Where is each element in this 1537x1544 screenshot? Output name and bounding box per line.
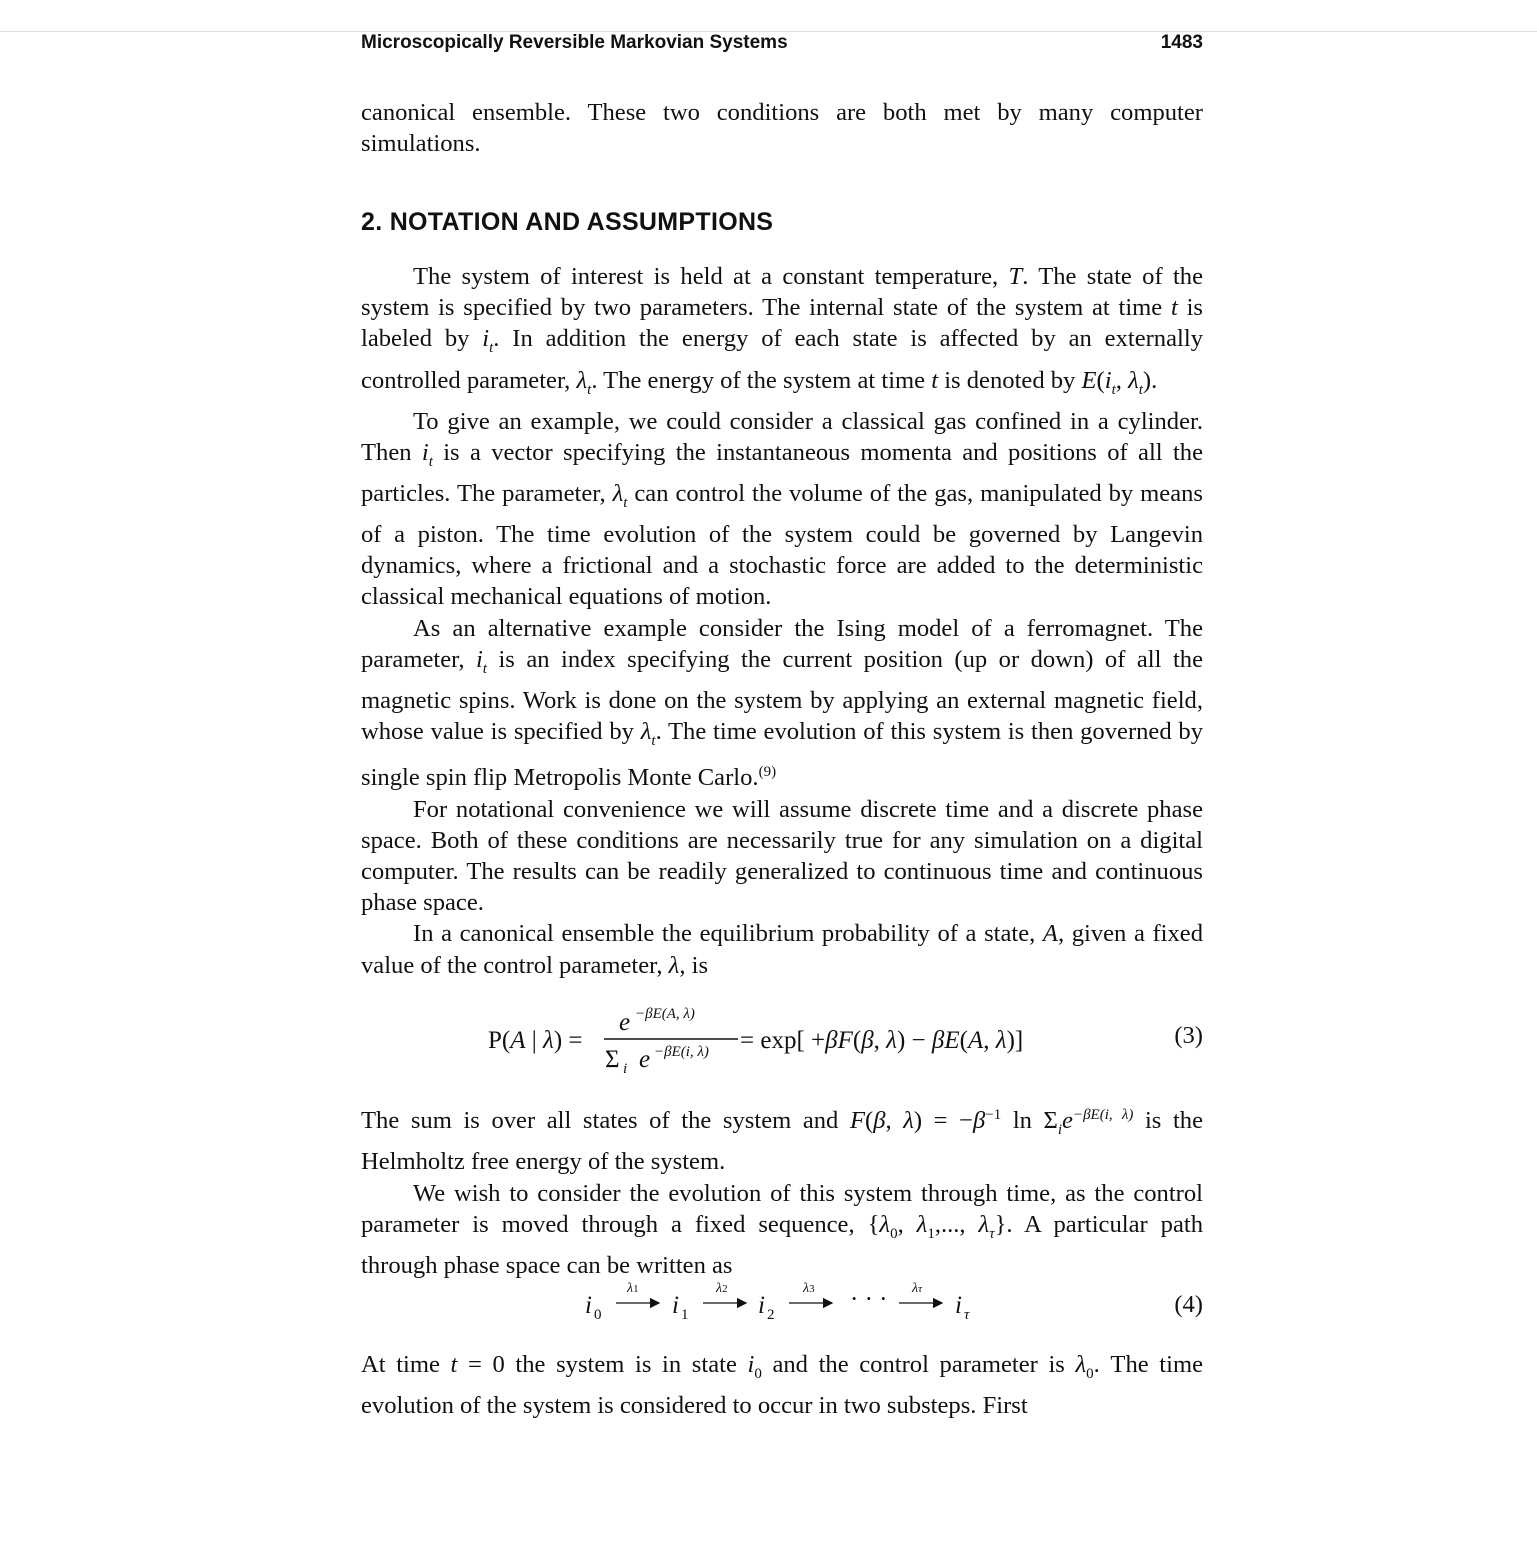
section-body-3: [361, 1349, 1203, 1421]
section-body-1: [361, 261, 1203, 981]
equation-4-number: (4): [1174, 1291, 1203, 1318]
svg-text:λ3: λ3: [803, 1281, 815, 1296]
svg-text:P(A | λ) =: P(A | λ) =: [488, 1027, 583, 1054]
paragraph-1: The system of interest is held at a constant temperature, T. The state of the system is specified by two parameters. The internal state of the system at time t is labeled by $i_t$. In addition the energy of each state is affected by an externally controlled parameter, $\lambda_t$. The energy of the system at time t is denoted by $E(i_t$, $\lambda_t$).: [361, 263, 1203, 398]
svg-text:i: i: [623, 1061, 628, 1077]
section-body-2: [361, 1100, 1203, 1281]
svg-text:i: i: [585, 1292, 592, 1319]
svg-text:e: e: [619, 1009, 631, 1036]
equation-3: [361, 1000, 1203, 1080]
paragraph-3: As an alternative example consider the Ising model of a ferromagnet. The parameter, $i_t$ is an index specifying the current position (up or down) of all the magnetic spins. Work is done on the system by applying an external magnetic field, whose value is specified by $\lambda_t$. The time evolution of this system is then governed by single spin flip Metropolis Monte Carlo.$^{(9)}$: [361, 614, 1204, 792]
svg-text:λ2: λ2: [716, 1281, 728, 1296]
paragraph-8: At time t = 0 the system is in state $i_0$ and the control parameter is $\lambda_0$. The time evolution of the system is considered to occur in two substeps. First: [361, 1351, 1203, 1420]
page-number: 1483: [1160, 32, 1203, 53]
svg-text:−βE(A, λ): −βE(A, λ): [635, 1006, 695, 1022]
svg-text:1: 1: [681, 1307, 689, 1323]
svg-text:τ: τ: [964, 1307, 970, 1323]
svg-text:2: 2: [767, 1307, 775, 1323]
svg-text:· · ·: · · ·: [850, 1286, 888, 1313]
svg-text:= exp[ +βF(β, λ) − βE(A, λ)]: = exp[ +βF(β, λ) − βE(A, λ)]: [740, 1027, 1024, 1054]
svg-text:Σ: Σ: [605, 1046, 620, 1073]
equation-3-formula: [361, 1000, 1121, 1080]
equation-3-number: (3): [1174, 1022, 1203, 1049]
svg-text:−βE(i, λ): −βE(i, λ): [654, 1044, 709, 1060]
paragraph-5: In a canonical ensemble the equilibrium probability of a state, A, given a fixed value of the control parameter, λ, is: [361, 920, 1203, 979]
intro-paragraph: canonical ensemble. These two conditions are both met by many computer simulations.: [361, 99, 1203, 158]
svg-text:λ1: λ1: [627, 1281, 639, 1296]
paragraph-6: The sum is over all states of the system and F(β, $\lambda) = -\beta^{-1}$ $\ln \Sigma_ie^{-\beta E(i, \lambda)}$ is the Helmholtz free energy of the system.: [361, 1107, 1204, 1176]
running-title: Microscopically Reversible Markovian Systems: [361, 32, 788, 53]
paragraph-2: To give an example, we could consider a classical gas confined in a cylinder. Then $i_t$ is a vector specifying the instantaneous momenta and positions of all the particles. The parameter, $\lambda_t$ can control the volume of the gas, manipulated by means of a piston. The time evolution of the system could be governed by Langevin dynamics, where a frictional and a stochastic force are added to the deterministic classical mechanical equations of motion.: [361, 407, 1204, 611]
equation-4-formula: [361, 1275, 1061, 1335]
svg-text:i: i: [758, 1292, 765, 1319]
paragraph-7: We wish to consider the evolution of this system through time, as the control parameter is moved through a fixed sequence, {$\lambda_0$, $\lambda_1$,..., $\lambda_\tau$}. A particular path through phase space can be written as: [361, 1179, 1204, 1279]
running-header: [361, 32, 1203, 54]
svg-text:λτ: λτ: [912, 1281, 923, 1296]
svg-text:i: i: [955, 1292, 962, 1319]
citation-9: (9): [758, 764, 777, 781]
svg-text:i: i: [672, 1292, 679, 1319]
svg-text:0: 0: [594, 1307, 602, 1323]
svg-text:e: e: [639, 1046, 651, 1073]
equation-4: [361, 1275, 1203, 1335]
paragraph-4: For notational convenience we will assume discrete time and a discrete phase space. Both of these conditions are necessarily true for any simulation on a digital computer. The results can be readily generalized to continuous time and continuous phase space.: [361, 795, 1203, 917]
section-heading: 2. NOTATION AND ASSUMPTIONS: [361, 208, 774, 236]
